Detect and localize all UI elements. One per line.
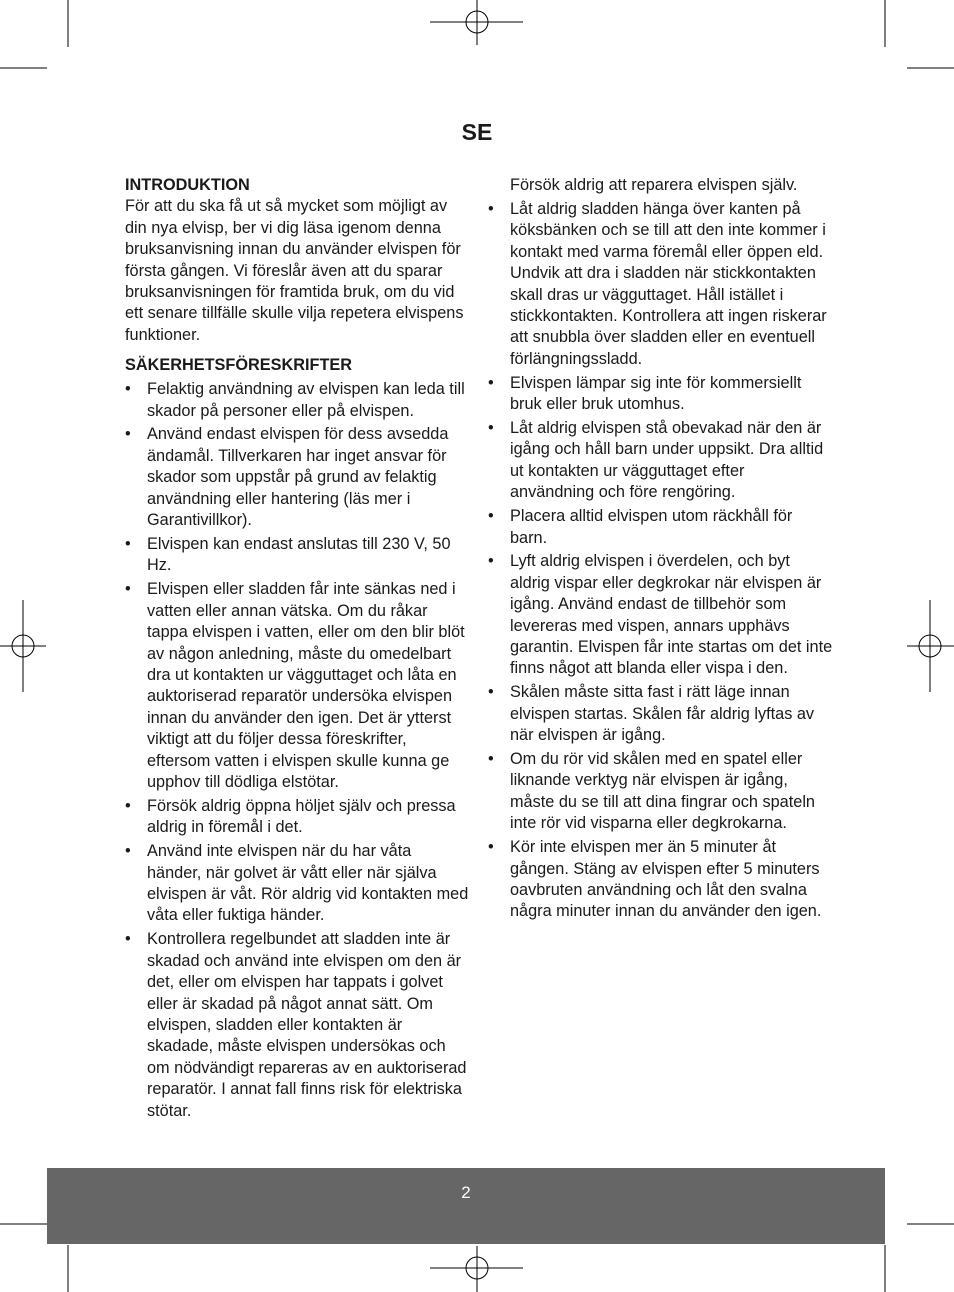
safety-list-item <box>488 506 833 549</box>
safety-list-item <box>125 579 470 793</box>
bullet-icon: • <box>125 535 131 553</box>
intro-text: För att du ska få ut så mycket som möjligt av din nya elvisp, ber vi dig läsa igenom denna bruksanvisning innan du använder elvispen för första gången. Vi föreslår även att du sparar bruksanvisningen för framtida bruk, om du vid ett senare tillfälle skulle vilja repetera elvispens funktioner. <box>125 197 464 344</box>
safety-item-text: Lyft aldrig elvispen i överdelen, och byt aldrig vispar eller degkrokar när elvispen är igång. Använd endast de tillbehör som levereras med vispen, annars upphävs garantin. Elvispen får inte startas om det inte finns något att blanda eller vispa i den. <box>510 552 833 678</box>
bullet-icon: • <box>125 842 131 861</box>
registration-mark-top <box>430 0 523 45</box>
bullet-icon: • <box>125 580 131 599</box>
safety-item-text: Kontrollera regelbundet att sladden inte är skadad och använd inte elvispen om den är det, eller om elvispen har tappats i golvet eller är skadad på något annat sätt. Om elvispen, sladden eller kontakten är skadade, måste elvispen undersökas och om nödvändigt repareras av en auktoriserad reparatör. I annat fall finns risk för elektriska stötar. <box>147 930 467 1120</box>
bullet-icon: • <box>488 199 494 218</box>
bullet-icon: • <box>125 425 131 444</box>
safety-item-text: Elvispen eller sladden får inte sänkas ned i vatten eller annan vätska. Om du råkar tappa elvispen i vatten, eller om den blir blöt av någon anledning, måste du omedelbart dra ut kontakten ur vägguttaget och låta en auktoriserad reparatör undersöka elvispen innan du använder den igen. Det är ytterst viktigt att du följer dessa föreskrifter, eftersom vatten i elvispen skulle kunna ge upphov till dödliga elstötar. <box>147 580 465 791</box>
safety-item-text: Placera alltid elvispen utom räckhåll för barn. <box>510 507 793 547</box>
safety-list-item <box>488 837 833 923</box>
bullet-icon: • <box>125 796 131 815</box>
bullet-icon: • <box>125 930 131 949</box>
safety-item-text: Använd endast elvispen för dess avsedda ändamål. Tillverkaren har inget ansvar för skador som uppstår på grund av felaktig användning eller hantering (läs mer i Garantivillkor). <box>147 425 449 530</box>
safety-list-right <box>488 199 833 923</box>
safety-item-text: Elvispen kan endast anslutas till 230 V, 50 Hz. <box>147 535 451 575</box>
registration-mark-bottom <box>430 1246 523 1292</box>
safety-list-item <box>125 796 470 839</box>
safety-item-text: Låt aldrig sladden hänga över kanten på köksbänken och se till att den inte kommer i kontakt med varma föremål eller öppen eld. Undvik att dra i sladden när stickkontakten skall dras ur vägguttaget. Håll istället i stickkontakten. Kontrollera att ingen riskerar att snubbla över sladden eller en eventuell förlängningssladd. <box>510 199 827 368</box>
safety-list-item <box>125 379 470 422</box>
registration-mark-left <box>0 600 46 692</box>
safety-item-text: Låt aldrig elvispen stå obevakad när den är igång och håll barn under uppsikt. Dra alltid ut kontakten ur vägguttaget efter användning och före rengöring. <box>510 418 824 502</box>
bullet-icon: • <box>488 838 494 857</box>
safety-list-item <box>488 199 833 370</box>
right-column <box>488 175 833 923</box>
safety-list-item <box>488 551 833 679</box>
bullet-icon: • <box>488 750 494 769</box>
bullet-icon: • <box>488 552 494 571</box>
safety-list-left <box>125 379 470 1122</box>
bullet-icon: • <box>488 683 494 702</box>
left-column <box>125 175 470 1122</box>
bullet-icon: • <box>488 373 494 392</box>
safety-list-item <box>488 682 833 746</box>
safety-heading: SÄKERHETSFÖRESKRIFTER <box>125 356 353 375</box>
safety-list-item <box>125 424 470 531</box>
safety-item-text: Elvispen lämpar sig inte för kommersiellt bruk eller bruk utomhus. <box>510 373 802 414</box>
registration-mark-right <box>907 600 954 692</box>
safety-item-text: Kör inte elvispen mer än 5 minuter åt gången. Stäng av elvispen efter 5 minuters oavbruten användning och låt den svalna några minuter innan du använder den igen. <box>510 838 822 921</box>
safety-list-item <box>125 534 470 577</box>
safety-list-item <box>488 749 833 835</box>
bullet-icon: • <box>488 507 494 526</box>
page-number: 2 <box>461 1183 471 1202</box>
footer-bar <box>47 1168 885 1244</box>
safety-list-item <box>488 418 833 504</box>
safety-item-text: Använd inte elvispen när du har våta händer, när golvet är vått eller när själva elvispen är våt. Rör aldrig vid kontakten med våta eller fuktiga händer. <box>147 842 469 925</box>
safety-item-text: Försök aldrig öppna höljet själv och pressa aldrig in föremål i det. <box>147 796 456 837</box>
safety-item-text: Om du rör vid skålen med en spatel eller liknande verktyg när elvispen är igång, måste du se till att dina fingrar och spateln inte rör vid visparna eller degkrokarna. <box>510 750 815 833</box>
bullet-icon: • <box>125 380 131 399</box>
safety-list-item <box>125 929 470 1122</box>
safety-item-text: Skålen måste sitta fast i rätt läge innan elvispen startas. Skålen får aldrig lyftas av när elvispen är igång. <box>510 683 815 745</box>
language-code: SE <box>461 119 493 145</box>
intro-heading: INTRODUKTION <box>125 176 250 194</box>
safety-item-text: Felaktig användning av elvispen kan leda till skador på personer eller på elvispen. <box>147 380 465 420</box>
safety-list-item <box>125 841 470 927</box>
continued-text: Försök aldrig att reparera elvispen själv. <box>510 176 798 194</box>
safety-list-item <box>488 373 833 416</box>
bullet-icon: • <box>488 418 494 437</box>
